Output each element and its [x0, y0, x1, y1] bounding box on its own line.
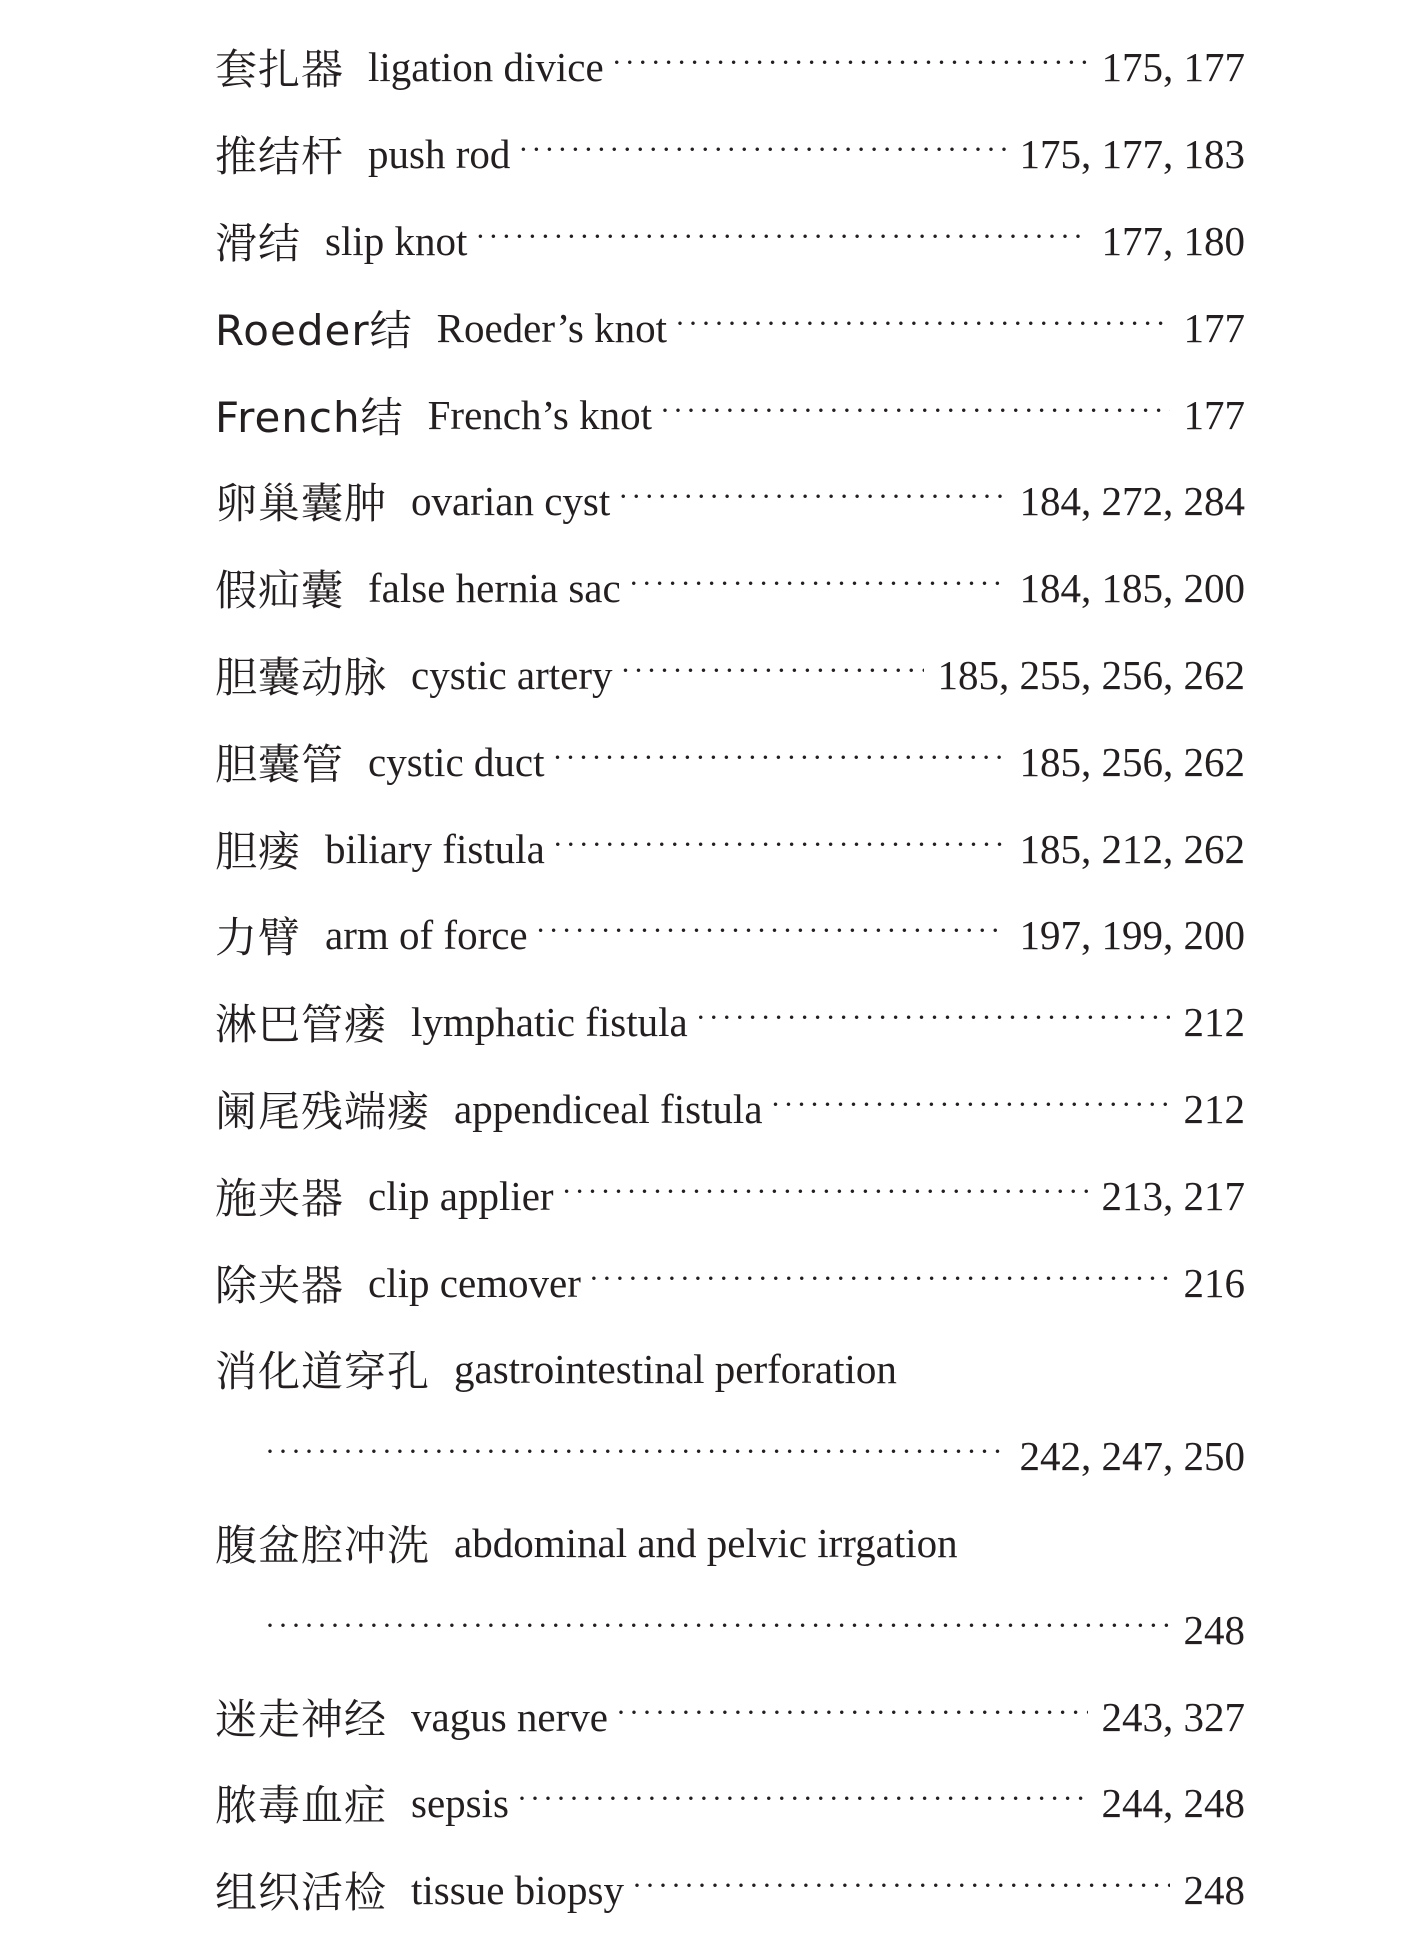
index-entry-continuation: [0, 1586, 1420, 1673]
entry-chinese-term: 假疝囊: [215, 566, 345, 616]
entry-english-term: arm of force: [325, 912, 528, 959]
entry-page-numbers: 244, 248: [1101, 1780, 1245, 1827]
dot-leader: [771, 1088, 1170, 1122]
index-entry: [0, 1066, 1420, 1153]
dot-leader: [632, 1869, 1169, 1903]
entry-page-numbers: 184, 185, 200: [1019, 565, 1245, 612]
entry-chinese-term: 胆瘘: [215, 826, 302, 876]
entry-page-numbers: 212: [1183, 999, 1245, 1046]
dot-leader: [518, 133, 1005, 167]
index-entry: [0, 1500, 1420, 1587]
index-entry: [0, 111, 1420, 198]
entry-english-term: abdominal and pelvic irrgation: [454, 1519, 958, 1566]
index-entry: [0, 805, 1420, 892]
entry-page-numbers: 248: [1183, 1606, 1245, 1653]
entry-chinese-term: 套扎器: [215, 45, 345, 95]
entry-page-numbers: 212: [1183, 1085, 1245, 1132]
entry-english-term: appendiceal fistula: [454, 1085, 763, 1132]
index-entry: [0, 1847, 1420, 1934]
entry-english-term: cystic duct: [368, 738, 545, 785]
index-entry: [0, 458, 1420, 545]
entry-english-term: vagus nerve: [411, 1693, 608, 1740]
entry-page-numbers: 177: [1183, 391, 1245, 438]
entry-chinese-term: 卵巢囊肿: [215, 479, 388, 529]
dot-leader: [517, 1782, 1088, 1816]
entry-chinese-term: 施夹器: [215, 1173, 345, 1223]
dot-leader: [618, 480, 1005, 514]
index-entry-continuation: [0, 1413, 1420, 1500]
entry-page-numbers: 177: [1183, 304, 1245, 351]
entry-chinese-term: 滑结: [215, 218, 302, 268]
entry-chinese-term: 消化道穿孔: [215, 1347, 431, 1397]
entry-english-term: false hernia sac: [368, 565, 621, 612]
index-entry: [0, 284, 1420, 371]
dot-leader: [612, 46, 1088, 80]
index-entry: [0, 892, 1420, 979]
index-entry: [0, 979, 1420, 1066]
dot-leader: [675, 307, 1169, 341]
entry-page-numbers: 242, 247, 250: [1019, 1433, 1245, 1480]
dot-leader: [475, 220, 1087, 254]
index-entry: [0, 1673, 1420, 1760]
index-entry: [0, 371, 1420, 458]
entry-chinese-term: 组织活检: [215, 1868, 388, 1918]
entry-page-numbers: 175, 177: [1101, 44, 1245, 91]
entry-english-term: sepsis: [411, 1780, 509, 1827]
dot-leader: [562, 1175, 1088, 1209]
index-entry: [0, 718, 1420, 805]
index-entry: [0, 1326, 1420, 1413]
dot-leader: [589, 1262, 1170, 1296]
entry-english-term: clip applier: [368, 1172, 554, 1219]
index-list: [0, 24, 1420, 1934]
entry-chinese-term: Roeder结: [215, 305, 413, 355]
dot-leader: [696, 1001, 1170, 1035]
dot-leader: [265, 1435, 1006, 1469]
entry-english-term: French’s knot: [427, 391, 652, 438]
entry-chinese-term: 推结杆: [215, 132, 345, 182]
entry-chinese-term: 阑尾残端瘘: [215, 1086, 431, 1136]
dot-leader: [660, 394, 1170, 428]
index-entry: [0, 24, 1420, 111]
entry-chinese-term: 迷走神经: [215, 1694, 388, 1744]
entry-english-term: slip knot: [325, 217, 468, 264]
entry-chinese-term: 腹盆腔冲洗: [215, 1520, 431, 1570]
entry-chinese-term: 胆囊管: [215, 739, 345, 789]
entry-page-numbers: 185, 256, 262: [1019, 738, 1245, 785]
entry-english-term: push rod: [368, 131, 511, 178]
entry-chinese-term: 脓毒血症: [215, 1781, 388, 1831]
index-entry: [0, 1152, 1420, 1239]
dot-leader: [616, 1696, 1088, 1730]
entry-english-term: clip cemover: [368, 1259, 581, 1306]
entry-chinese-term: 除夹器: [215, 1260, 345, 1310]
entry-page-numbers: 243, 327: [1101, 1693, 1245, 1740]
entry-page-numbers: 185, 255, 256, 262: [937, 651, 1245, 698]
entry-chinese-term: 淋巴管瘘: [215, 1000, 388, 1050]
dot-leader: [553, 741, 1006, 775]
entry-page-numbers: 213, 217: [1101, 1172, 1245, 1219]
entry-english-term: Roeder’s knot: [436, 304, 668, 351]
entry-english-term: ovarian cyst: [411, 478, 611, 525]
index-entry: [0, 632, 1420, 719]
entry-page-numbers: 184, 272, 284: [1019, 478, 1245, 525]
entry-page-numbers: 216: [1183, 1259, 1245, 1306]
index-entry: [0, 545, 1420, 632]
entry-page-numbers: 177, 180: [1101, 217, 1245, 264]
entry-english-term: gastrointestinal perforation: [454, 1346, 897, 1393]
dot-leader: [553, 828, 1006, 862]
entry-english-term: ligation divice: [368, 44, 604, 91]
entry-page-numbers: 248: [1183, 1867, 1245, 1914]
entry-english-term: biliary fistula: [325, 825, 545, 872]
dot-leader: [629, 567, 1006, 601]
entry-page-numbers: 197, 199, 200: [1019, 912, 1245, 959]
index-entry: [0, 1760, 1420, 1847]
entry-page-numbers: 175, 177, 183: [1019, 131, 1245, 178]
index-entry: [0, 198, 1420, 285]
dot-leader: [265, 1609, 1170, 1643]
entry-chinese-term: 力臂: [215, 913, 302, 963]
entry-english-term: lymphatic fistula: [411, 999, 688, 1046]
entry-english-term: tissue biopsy: [411, 1867, 625, 1914]
entry-chinese-term: French结: [215, 392, 404, 442]
dot-leader: [536, 914, 1006, 948]
entry-page-numbers: 185, 212, 262: [1019, 825, 1245, 872]
entry-english-term: cystic artery: [411, 651, 613, 698]
entry-chinese-term: 胆囊动脉: [215, 652, 388, 702]
index-entry: [0, 1239, 1420, 1326]
dot-leader: [621, 654, 924, 688]
